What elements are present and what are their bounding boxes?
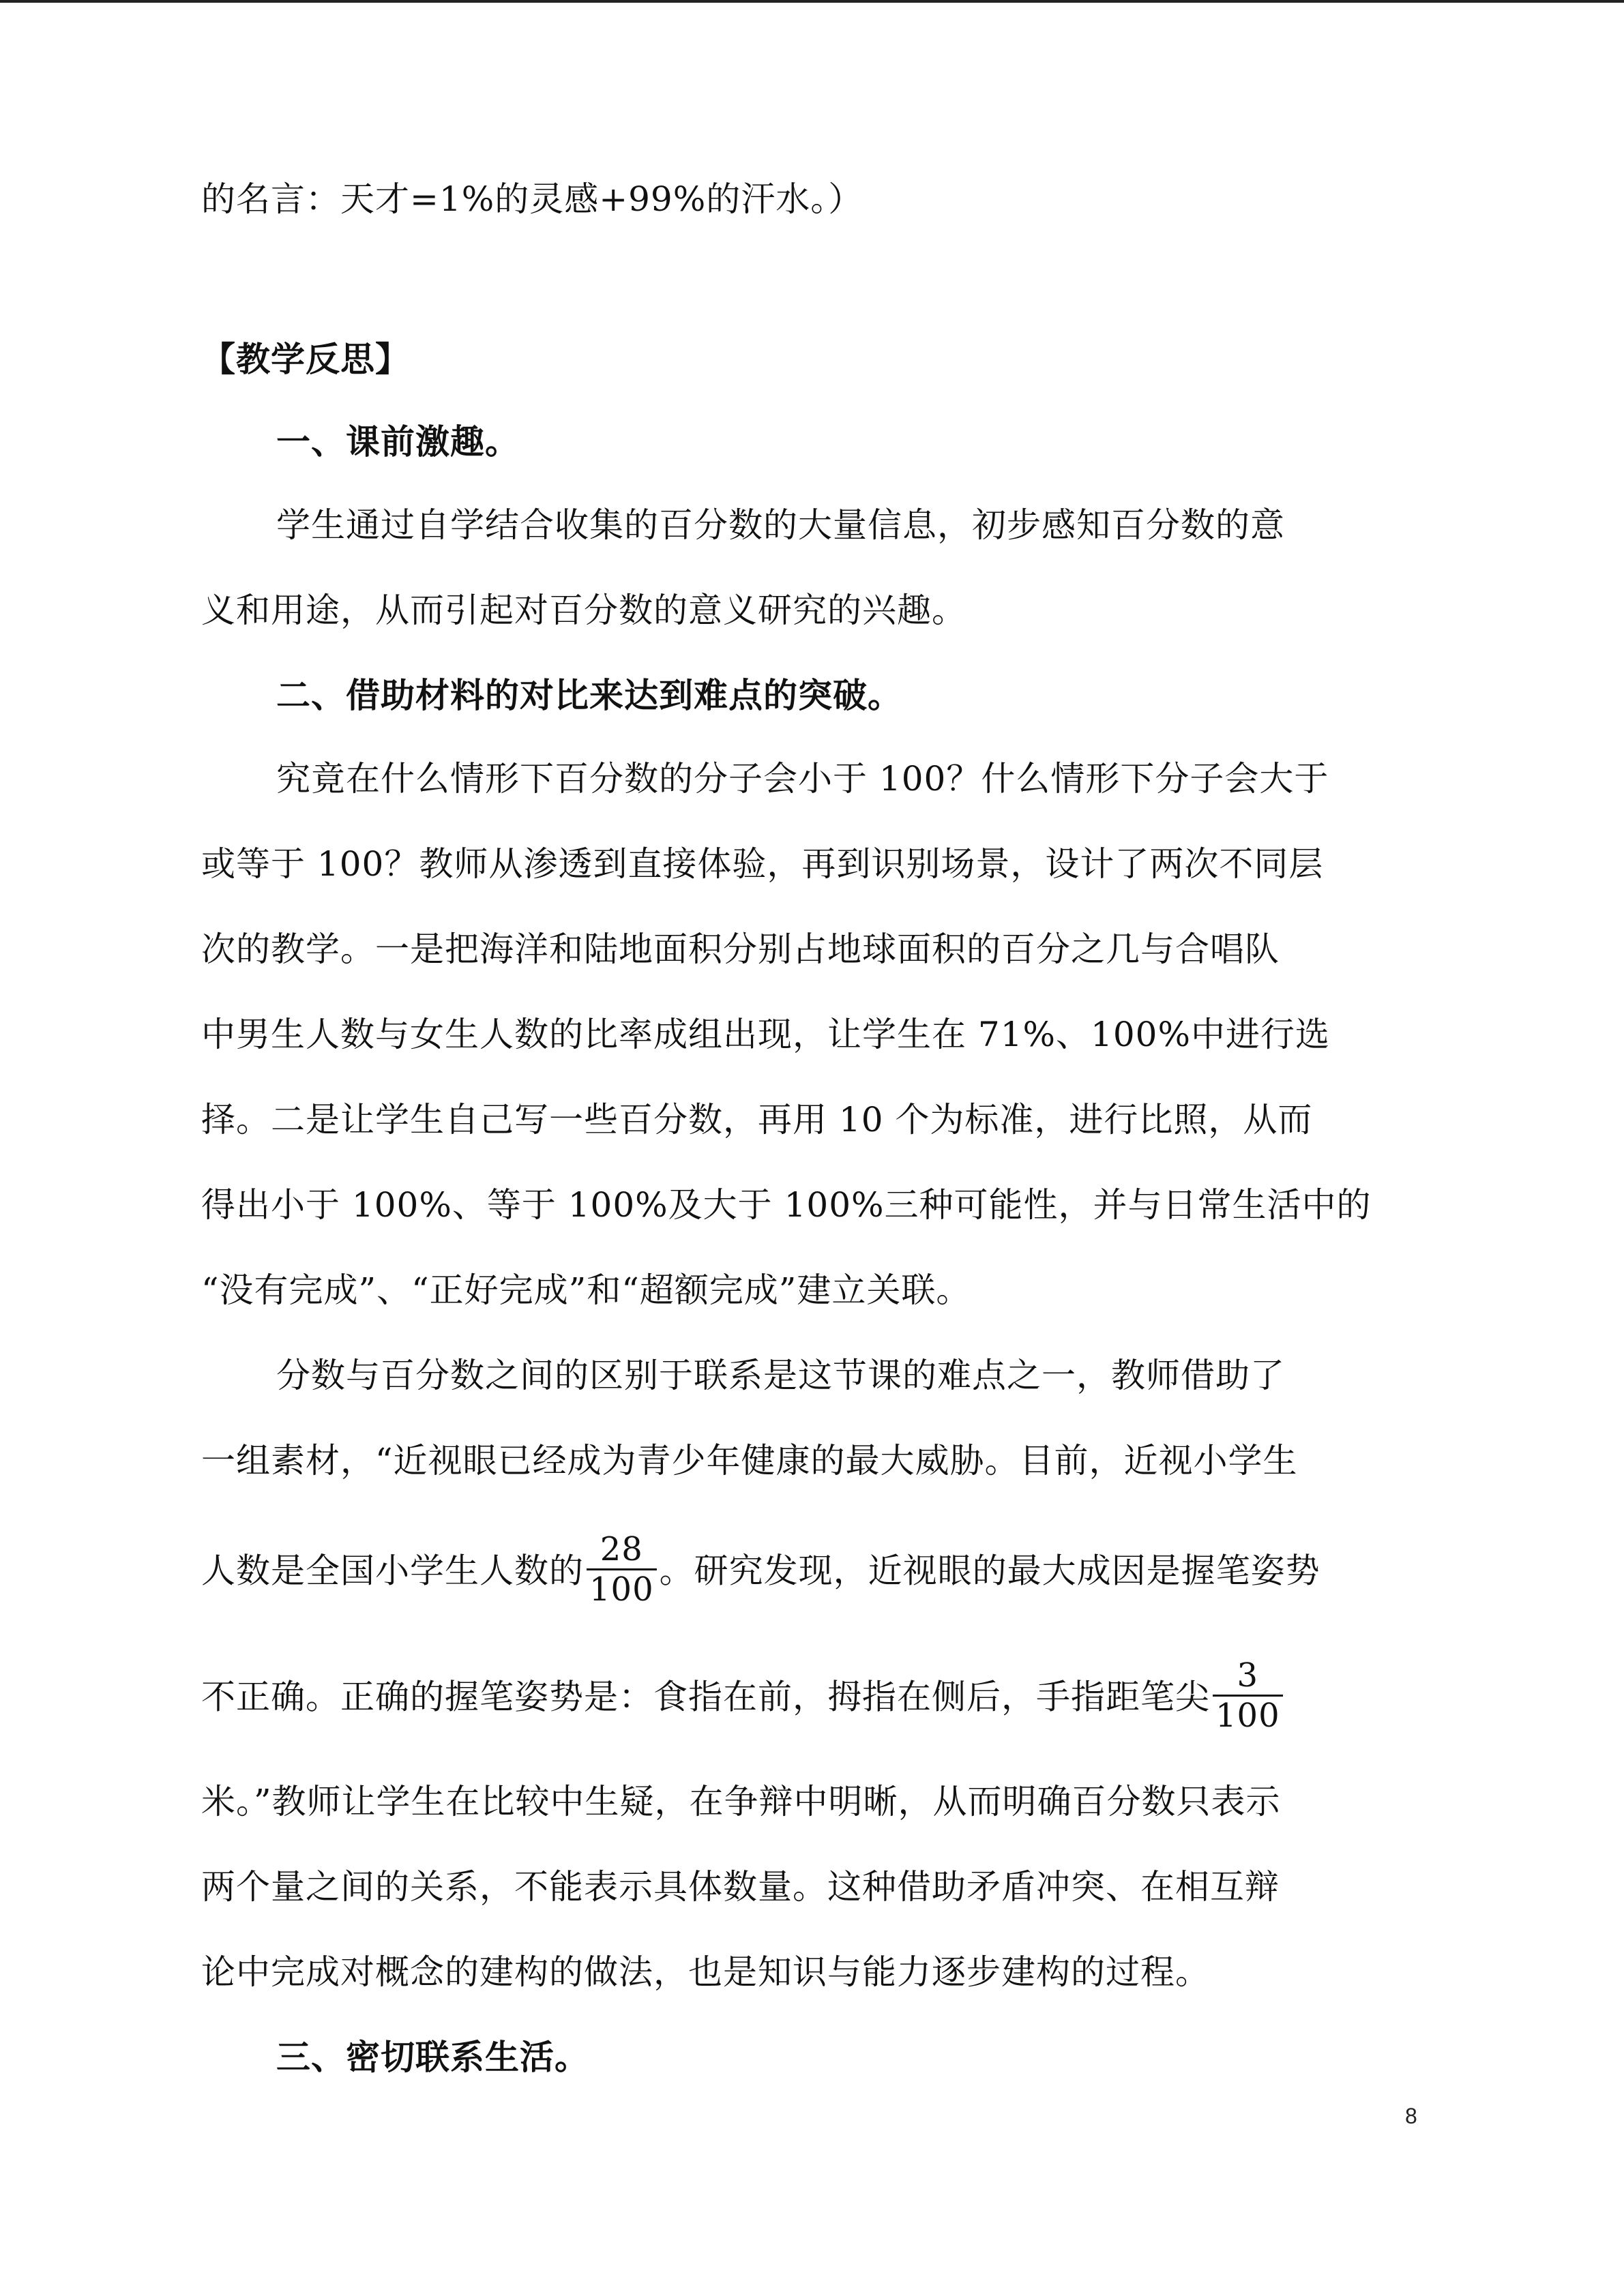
paragraph-line: 次的教学。一是把海洋和陆地面积分别占地球面积的百分之几与合唱队	[201, 929, 1280, 969]
fraction-denominator: 100	[587, 1568, 657, 1609]
paragraph-line-with-fraction	[201, 1530, 1320, 1613]
paragraph-line: 两个量之间的关系，不能表示具体数量。这种借助矛盾冲突、在相互辩	[201, 1867, 1280, 1907]
page-top-border	[0, 0, 1624, 3]
paragraph-line: 义和用途，从而引起对百分数的意义研究的兴趣。	[201, 591, 966, 630]
paragraph-line: 得出小于 100%、等于 100%及大于 100%三种可能性，并与日常生活中的	[201, 1185, 1372, 1225]
paragraph-line: 究竟在什么情形下百分数的分子会小于 100？什么情形下分子会大于	[276, 759, 1329, 799]
paragraph-line: “没有完成”、“正好完成”和“超额完成”建立关联。	[201, 1270, 971, 1310]
paragraph-line: 一组素材，“近视眼已经成为青少年健康的最大威胁。目前，近视小学生	[201, 1441, 1298, 1480]
text-segment: 。研究发现，近视眼的最大成因是握笔姿势	[659, 1551, 1320, 1591]
fraction	[587, 1530, 657, 1609]
text-segment: 人数是全国小学生人数的	[201, 1551, 584, 1591]
paragraph-line: 或等于 100？教师从渗透到直接体验，再到识别场景，设计了两次不同层	[201, 844, 1324, 884]
fraction-numerator: 28	[600, 1530, 643, 1568]
paragraph-line: 中男生人数与女生人数的比率成组出现，让学生在 71%、100%中进行选	[201, 1015, 1330, 1054]
paragraph-line: 择。二是让学生自己写一些百分数，再用 10 个为标准，进行比照，从而	[201, 1100, 1313, 1139]
paragraph-line: 分数与百分数之间的区别于联系是这节课的难点之一，教师借助了	[276, 1356, 1285, 1395]
page-number: 8	[1405, 2104, 1417, 2128]
paragraph-line: 学生通过自学结合收集的百分数的大量信息，初步感知百分数的意	[276, 505, 1285, 545]
paragraph-line: 米。”教师让学生在比较中生疑，在争辩中明晰，从而明确百分数只表示	[201, 1782, 1281, 1821]
fraction-numerator: 3	[1237, 1656, 1259, 1695]
section-heading: 【教学反思】	[201, 340, 410, 379]
text-segment: 不正确。正确的握笔姿势是：食指在前，拇指在侧后，手指距笔尖	[201, 1677, 1210, 1717]
paragraph-line-with-fraction	[201, 1656, 1286, 1739]
subheading-3: 三、密切联系生活。	[276, 2038, 589, 2077]
subheading-2: 二、借助材料的对比来达到难点的突破。	[276, 676, 902, 715]
fraction-denominator: 100	[1213, 1695, 1283, 1735]
subheading-1: 一、课前激趣。	[276, 422, 520, 462]
fraction	[1213, 1656, 1283, 1735]
paragraph-line: 论中完成对概念的建构的做法，也是知识与能力逐步建构的过程。	[201, 1952, 1210, 1992]
text-line: 的名言：天才=1%的灵感+99%的汗水。）	[201, 179, 863, 219]
